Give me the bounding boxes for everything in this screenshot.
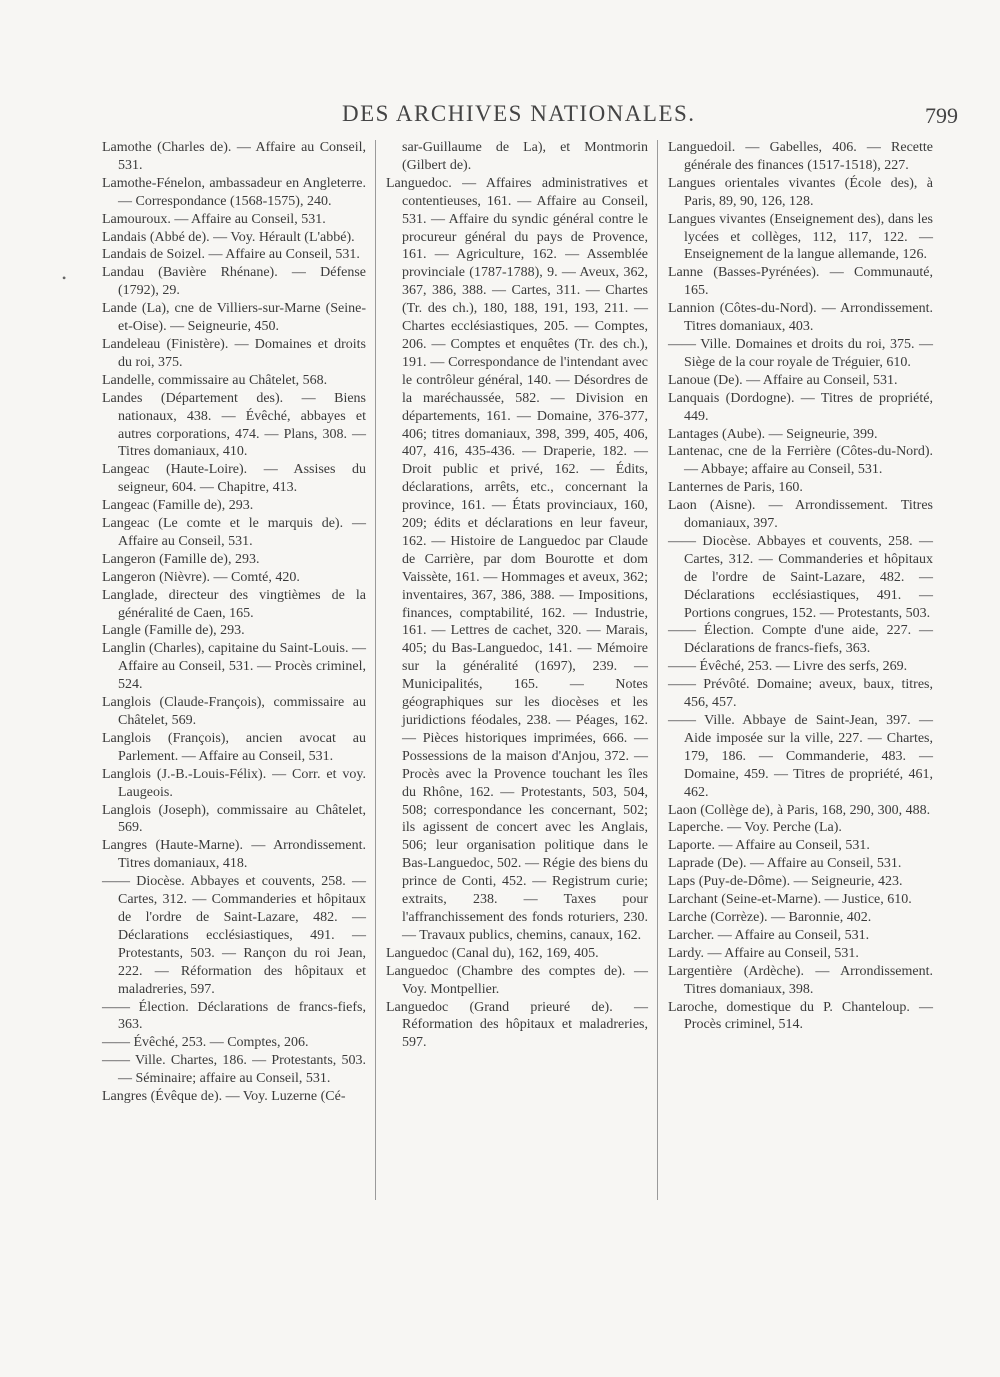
index-entry: Laporte. — Affaire au Conseil, 531. xyxy=(668,838,870,854)
index-entry: Landau (Bavière Rhénane). — Défense (1792), 29. xyxy=(102,265,366,299)
index-entry: Langlois (Claude-François), commissaire au Châtelet, 569. xyxy=(102,695,366,728)
index-entry: Lamothe-Fénelon, ambassadeur en Angleterre. — Correspondance (1568-1575), 240. xyxy=(102,175,366,209)
index-entry: Landelle, commissaire au Châtelet, 568. xyxy=(102,372,328,388)
index-entry: Lardy. — Affaire au Conseil, 531. xyxy=(668,945,859,961)
index-entry: Larcher. — Affaire au Conseil, 531. xyxy=(668,927,870,943)
index-entry: Lanquais (Dordogne). — Titres de propriété, 449. xyxy=(668,390,933,424)
index-entry: Langlois (Joseph), commissaire au Châtelet, 569. xyxy=(102,802,366,836)
index-entry: Landeleau (Finistère). — Domaines et droits du roi, 375. xyxy=(102,336,366,370)
index-entry: Lamothe (Charles de). — Affaire au Conseil, 531. xyxy=(102,140,366,173)
index-entry: Langlin (Charles), capitaine du Saint-Louis. — Affaire au Conseil, 531. — Procès criminel, 524. xyxy=(102,641,366,693)
index-entry: Lanne (Basses-Pyrénées). — Communauté, 165. xyxy=(668,265,933,299)
index-entry: Langeac (Famille de), 293. xyxy=(102,498,254,514)
page-number: 799 xyxy=(925,103,958,128)
index-entry: Largentière (Ardèche). — Arrondissement. Titres domaniaux, 398. xyxy=(668,963,933,997)
index-entry: Lantages (Aube). — Seigneurie, 399. xyxy=(668,426,878,442)
index-entry: Languedoc (Chambre des comptes de). — Voy. Montpellier. xyxy=(386,963,648,997)
index-entry: Laon (Aisne). — Arrondissement. Titres domaniaux, 397. xyxy=(668,498,933,532)
index-column-2 xyxy=(386,139,648,1052)
margin-mark: • xyxy=(62,271,67,285)
index-entry: Larchant (Seine-et-Marne). — Justice, 610. xyxy=(668,892,912,908)
index-entry: Lantenac, cne de la Ferrière (Côtes-du-Nord). — Abbaye; affaire au Conseil, 531. xyxy=(668,444,933,478)
index-entry: Langeac (Le comte et le marquis de). — Affaire au Conseil, 531. xyxy=(102,516,366,549)
index-entry: —— Ville. Chartes, 186. — Protestants, 503. — Séminaire; affaire au Conseil, 531. xyxy=(102,1053,366,1087)
running-title: DES ARCHIVES NATIONALES. xyxy=(342,101,696,126)
index-entry: Laprade (De). — Affaire au Conseil, 531. xyxy=(668,856,902,872)
index-entry: Langres (Évêque de). — Voy. Luzerne (Cé- xyxy=(102,1089,346,1105)
index-entry: Languedoc. — Affaires administratives et contentieuses, 161. — Affaire au Conseil, 531. — Affaire du syndic général contre le procureur général du pays de Provence, 161. — Agriculture, 162. — Assemblée provinciale (1787-1788), 9. — Aveux, 362, 367, 386, 388. — Cartes, 311. — Chartes (Tr. des ch.), 180, 188, 191, 193, 211. — Chartes ecclésiastiques, 205. — Comptes, 206. — Comptes et enquêtes (Tr. des ch.), 191. — Correspondance de l'intendant avec le contrôleur général, 140. — Désordres de la maréchaussée, 582. — Division en départements, 161. — Domaine, 376-377, 406; titres domaniaux, 398, 399, 405, 406, 407, 416, 435-436. — Draperie, 182. — Droit public et privé, 162. — Édits, déclarations, arrêts, etc., concernant la province, 161. — États provinciaux, 160, 209; édits et déclarations en leur faveur, 162. — Histoire de Languedoc par Claude de Carrière, par dom Bourotte et dom Vaissète, 161. — Hommages et aveux, 362; inventaires, 367, 386, 388. — Impositions, finances, comptabilité, 162. — Industrie, 161. — Lettres de cachet, 320. — Marais, 405; du Bas-Languedoc, 141. — Mémoire sur la généralité (1697), 239. — Municipalités, 165. — Notes géographiques sur les diocèses et les juridictions féodales, 238. — Péages, 162. — Pièces historiques imprimées, 666. — Possessions de la maison d'Anjou, 372. — Procès avec la Provence touchant les îles du Rhône, 162. — Protestants, 503, 504, 508; correspondance les concernant, 502; ils agissent de concert avec les Anglais, 506; leur organisation politique dans le Bas-Languedoc, 502. — Régie des biens du prince de Conti, 452. — Registrum curie; extraits, 238. — Taxes pour l'affranchissement des fonds roturiers, 230. — Travaux publics, chemins, canaux, 162. xyxy=(386,175,648,943)
index-entry: —— Évêché, 253. — Livre des serfs, 269. xyxy=(668,659,908,675)
index-entry: Langeron (Nièvre). — Comté, 420. xyxy=(102,569,300,585)
index-entry: —— Ville. Domaines et droits du roi, 375. — Siège de la cour royale de Tréguier, 610. xyxy=(668,336,933,370)
index-entry: Lande (La), cne de Villiers-sur-Marne (Seine-et-Oise). — Seigneurie, 450. xyxy=(102,301,366,335)
index-entry: Larche (Corrèze). — Baronnie, 402. xyxy=(668,909,872,925)
index-entry: Landais de Soizel. — Affaire au Conseil, 531. xyxy=(102,247,360,263)
index-entry: Lamouroux. — Affaire au Conseil, 531. xyxy=(102,211,326,227)
index-entry: Langeron (Famille de), 293. xyxy=(102,551,260,567)
index-column-3 xyxy=(668,139,933,1034)
index-entry: Laroche, domestique du P. Chanteloup. — Procès criminel, 514. xyxy=(668,999,933,1033)
column-rule xyxy=(657,140,658,1200)
index-entry: Langlois (J.-B.-Louis-Félix). — Corr. et voy. Laugeois. xyxy=(102,766,366,800)
index-entry: Languedoc (Canal du), 162, 169, 405. xyxy=(386,945,599,961)
index-entry: Languedoil. — Gabelles, 406. — Recette générale des finances (1517-1518), 227. xyxy=(668,140,933,173)
index-entry: Langlade, directeur des vingtièmes de la généralité de Caen, 165. xyxy=(102,587,366,621)
index-entry: —— Diocèse. Abbayes et couvents, 258. — Cartes, 312. — Commanderies et hôpitaux de l'ordre de Saint-Lazare, 482. — Déclarations ecclésiastiques, 491. — Portions congrues, 152. — Protestants, 503. xyxy=(668,533,933,621)
index-entry: Langle (Famille de), 293. xyxy=(102,623,245,639)
index-entry: Laperche. — Voy. Perche (La). xyxy=(668,820,842,836)
index-entry: Langeac (Haute-Loire). — Assises du seigneur, 604. — Chapitre, 413. xyxy=(102,462,366,496)
index-entry: Languedoc (Grand prieuré de). — Réformation des hôpitaux et maladreries, 597. xyxy=(386,999,648,1051)
index-column-1 xyxy=(102,139,366,1106)
index-entry: —— Diocèse. Abbayes et couvents, 258. — Cartes, 312. — Commanderies et hôpitaux de l'ordre de Saint-Lazare, 482. — Déclarations ecclésiastiques, 491. — Protestants, 503. — Rançon du roi Jean, 222. — Réformation des hôpitaux et maladreries, 597. xyxy=(102,874,366,997)
index-entry: Laon (Collège de), à Paris, 168, 290, 300, 488. xyxy=(668,802,931,818)
index-entry: —— Ville. Abbaye de Saint-Jean, 397. — Aide imposée sur la ville, 227. — Chartes, 179, 186. — Commanderie, 483. — Domaine, 459. — Titres de propriété, 461, 462. xyxy=(668,713,933,800)
index-entry: Langues vivantes (Enseignement des), dans les lycées et collèges, 112, 117, 122. — Enseignement de la langue allemande, 126. xyxy=(668,211,933,263)
column-rule xyxy=(375,140,376,1200)
index-entry: Landais (Abbé de). — Voy. Hérault (L'abbé). xyxy=(102,229,355,245)
page-header xyxy=(0,101,1000,137)
index-entry: —— Prévôté. Domaine; aveux, baux, titres, 456, 457. xyxy=(668,677,933,711)
index-entry: —— Élection. Déclarations de francs-fiefs, 363. xyxy=(102,999,366,1033)
index-entry: Langlois (François), ancien avocat au Parlement. — Affaire au Conseil, 531. xyxy=(102,730,366,764)
index-entry: Lannion (Côtes-du-Nord). — Arrondissement. Titres domaniaux, 403. xyxy=(668,301,933,335)
index-entry: Langues orientales vivantes (École des), à Paris, 89, 90, 126, 128. xyxy=(668,175,933,209)
index-entry: —— Élection. Compte d'une aide, 227. — Déclarations de francs-fiefs, 363. xyxy=(668,623,933,657)
index-entry: Landes (Département des). — Biens nationaux, 438. — Évêché, abbayes et autres corporations, 474. — Plans, 308. — Titres domaniaux, 410. xyxy=(102,390,366,460)
index-entry: Lanoue (De). — Affaire au Conseil, 531. xyxy=(668,372,898,388)
index-entry: Laps (Puy-de-Dôme). — Seigneurie, 423. xyxy=(668,874,903,890)
index-entry-continued: sar-Guillaume de La), et Montmorin (Gilbert de). xyxy=(402,140,648,173)
index-entry: Lanternes de Paris, 160. xyxy=(668,480,803,496)
index-entry: —— Évêché, 253. — Comptes, 206. xyxy=(102,1035,309,1051)
index-entry: Langres (Haute-Marne). — Arrondissement. Titres domaniaux, 418. xyxy=(102,838,366,872)
